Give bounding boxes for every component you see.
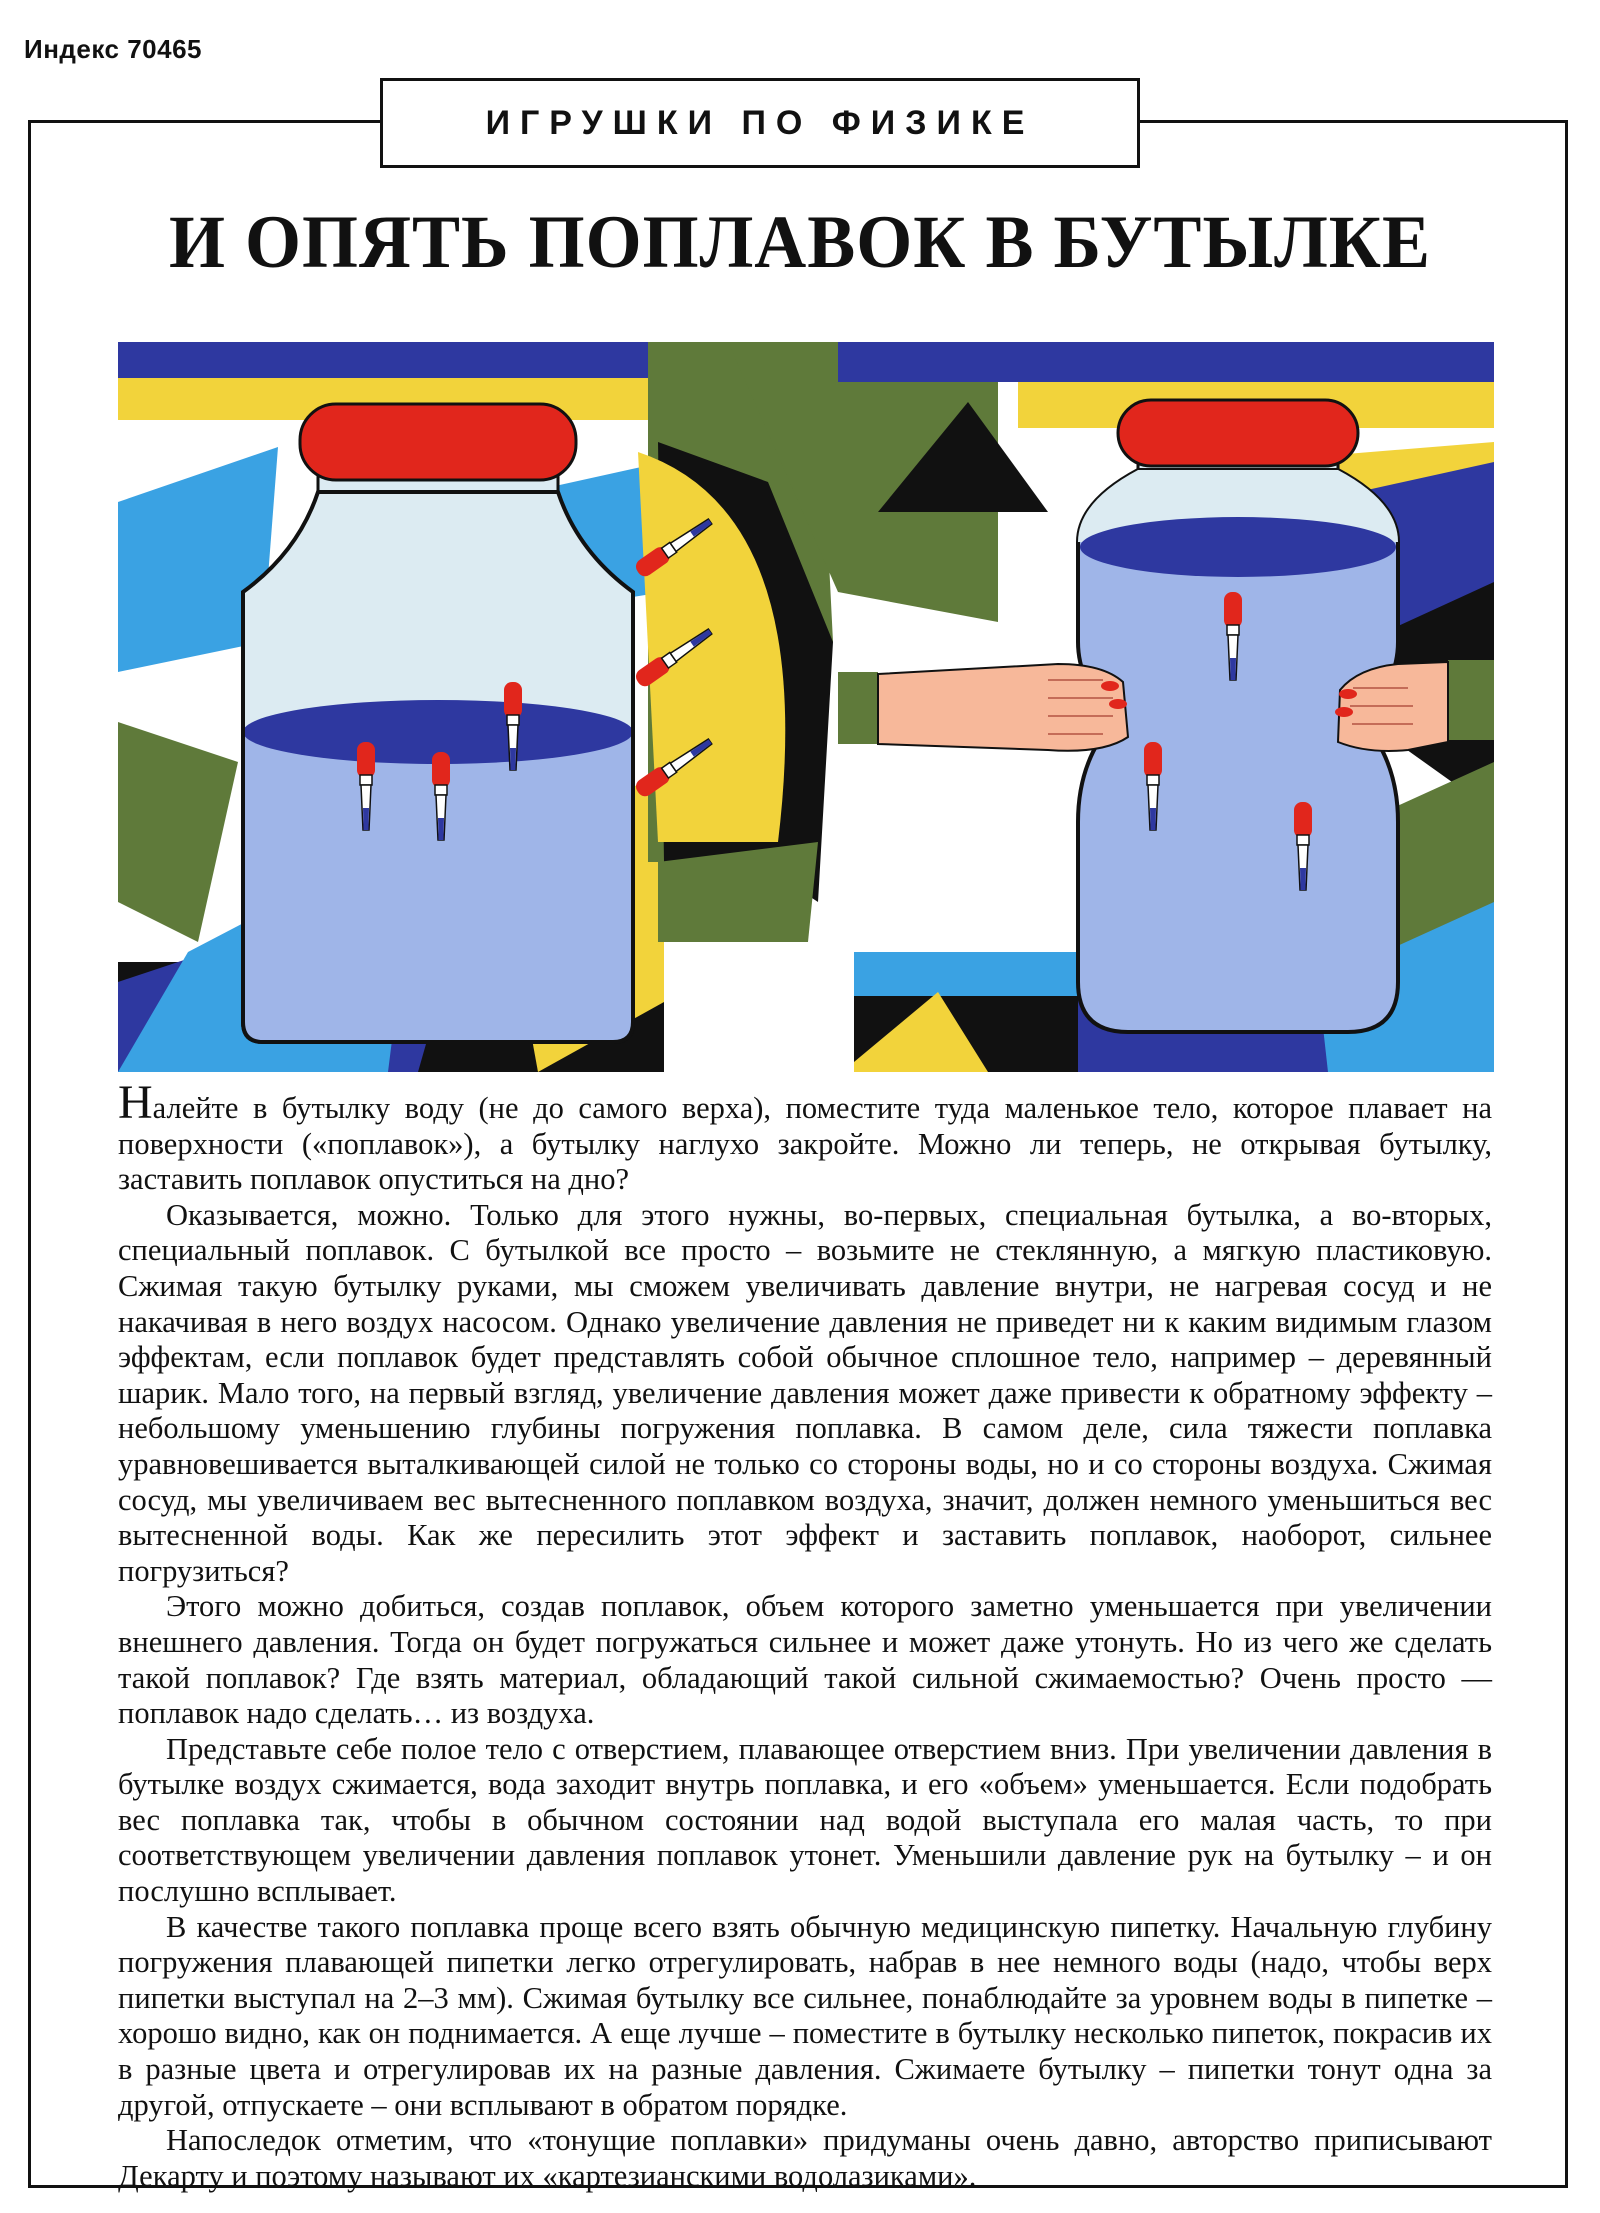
paragraph-text: алейте в бутылку воду (не до самого верха), поместите туда маленькое тело, которое плавает на поверхности («поплавок»), а бутылку наглухо закройте. Можно ли теперь, не открывая бутылку, заставить поплавок опуститься на дно? — [118, 1091, 1492, 1197]
article-title: И ОПЯТЬ ПОПЛАВОК В БУТЫЛКЕ — [168, 200, 1432, 284]
article-paragraph: Представьте себе полое тело с отверстием, плавающее отверстием вниз. При увеличении давления в бутылке воздух сжимается, вода заходит внутрь поплавка, и его «объем» уменьшается. Если подобрать вес поплавка так, чтобы в обычном состоянии над водой выступала его малая часть, то при соответствующем увеличении давления поплавок утонет. Уменьшили давление рук на бутылку – и он послушно всплывает. — [118, 1731, 1492, 1909]
article-paragraph: В качестве такого поплавка проще всего взять обычную медицинскую пипетку. Начальную глубину погружения плавающей пипетки легко отрегулировать, набрав в нее немного воды (надо, чтобы верх пипетки выступал на 2–3 мм). Сжимая бутылку все сильнее, понаблюдайте за уровнем воды в пипетке – хорошо видно, как он поднимается. А еще лучше – поместите в бутылку несколько пипеток, покрасив их в разные цвета и отрегулировав их на разные давления. Сжимаете бутылку – пипетки тонут одна за другой, отпускаете – они всплывают в обратом порядке. — [118, 1909, 1492, 2122]
article-paragraph: Оказывается, можно. Только для этого нужны, во-первых, специальная бутылка, а во-вторых, специальный поплавок. С бутылкой все просто – возьмите не стеклянную, а мягкую пластиковую. Сжимая такую бутылку руками, мы сможем увеличивать давление внутри, не нагревая сосуд и не накачивая в него воздух насосом. Однако увеличение давления не приведет ни к каким видимым глазом эффектам, если поплавок будет представлять собой обычное сплошное тело, например – деревянный шарик. Мало того, на первый взгляд, увеличение давления может даже привести к обратному эффекту – небольшому уменьшению глубины погружения поплавка. В самом деле, сила тяжести поплавка уравновешивается выталкивающей силой не только со стороны воды, но и со стороны воздуха. Сжимая сосуд, мы увеличиваем вес вытесненного поплавком воздуха, значит, должен немного уменьшиться вес вытесненной воды. Как же пересилить этот эффект и заставить поплавок, наоборот, сильнее погрузиться? — [118, 1197, 1492, 1588]
article-paragraph: Этого можно добиться, создав поплавок, объем которого заметно уменьшается при увеличении внешнего давления. Тогда он будет погружаться сильнее и может даже утонуть. Но из чего же сделать такой поплавок? Где взять материал, обладающий такой сильной сжимаемостью? Очень просто — поплавок надо сделать… из воздуха. — [118, 1589, 1492, 1731]
article-paragraph: Напоследок отметим, что «тонущие поплавки» придуманы очень давно, авторство приписывают Декарту и поэтому называют их «картезианскими водолазиками». — [118, 2123, 1492, 2193]
index-label: Индекс 70465 — [24, 34, 203, 64]
section-heading: ИГРУШКИ ПО ФИЗИКЕ — [380, 78, 1140, 168]
article-body — [118, 1076, 1492, 2194]
drop-cap: Н — [118, 1076, 153, 1129]
hand-icon — [1335, 660, 1494, 751]
hand-icon — [838, 664, 1128, 751]
illustration — [118, 342, 1494, 1072]
background-middle — [638, 342, 838, 942]
article-paragraph — [118, 1076, 1492, 1198]
